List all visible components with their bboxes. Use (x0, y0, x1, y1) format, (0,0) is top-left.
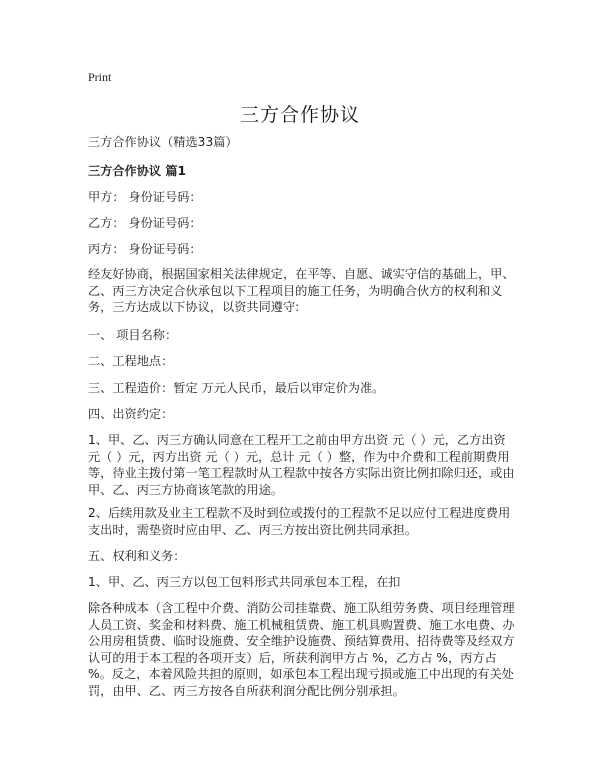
item-project-name: 一、 项目名称： (88, 328, 178, 342)
document-subtitle: 三方合作协议（精选33篇） (88, 135, 238, 149)
item-rights-clause-1: 1、甲、乙、丙三方以包工包料形式共同承包本工程，在扣 (88, 575, 401, 589)
party-c-line: 丙方： 身份证号码： (88, 242, 202, 256)
item-rights-heading: 五、权利和义务： (88, 549, 186, 563)
party-a-line: 甲方： 身份证号码： (88, 190, 202, 204)
document-title: 三方合作协议 (239, 104, 360, 126)
intro-paragraph: 经友好协商，根据国家相关法律规定，在平等、自愿、诚实守信的基础上，甲、乙、丙三方决定合伙承包以下工程项目的施工任务，为明确合伙方的权利和义务，三方达成以下协议，以资共同遵守: (88, 267, 515, 314)
item-rights-clause-1-body: 除各种成本（含工程中介费、消防公司挂靠费、施工队组劳务费、项目经理管理人员工资、奖金和材料费、施工机械租赁费、施工机具购置费、施工水电费、办公用房租赁费、临时设施费、安全维护设施费、预结算费用、招待费等及经双方认可的用于本工程的各项开支）后，所获利润甲方占 %，乙方占 %，丙方占 %。反之，本着风险共担的原则，如承包本工程出现亏损或施工中出现的有关处罚，由甲、乙、丙三方按各自所获利润分配比例分别承担。 (88, 601, 515, 698)
item-project-cost: 三、工程造价：暂定 万元人民币，最后以审定价为准。 (88, 381, 385, 395)
item-investment-heading: 四、出资约定： (88, 407, 174, 421)
item-project-location: 二、工程地点： (88, 354, 174, 368)
section-heading: 三方合作协议 篇1 (88, 164, 187, 178)
party-b-line: 乙方： 身份证号码： (88, 216, 202, 230)
print-link[interactable]: Print (88, 70, 112, 84)
item-investment-clause-2: 2、后续用款及业主工程款不及时到位或拨付的工程款不足以应付工程进度费用支出时，需垫资时应由甲、乙、丙三方按出资比例共同承担。 (88, 506, 511, 537)
item-investment-clause-1: 1、甲、乙、丙三方确认同意在工程开工之前由甲方出资 元（ ）元，乙方出资 元（ ）元，丙方出资 元（ ）元，总计 元（ ）整，作为中介费和工程前期费用等，待业主拨付第一笔工程款时从工程款中按各方实际出资比例扣除归还，或由甲、乙、丙三方协商该笔款的用途。 (88, 433, 515, 497)
